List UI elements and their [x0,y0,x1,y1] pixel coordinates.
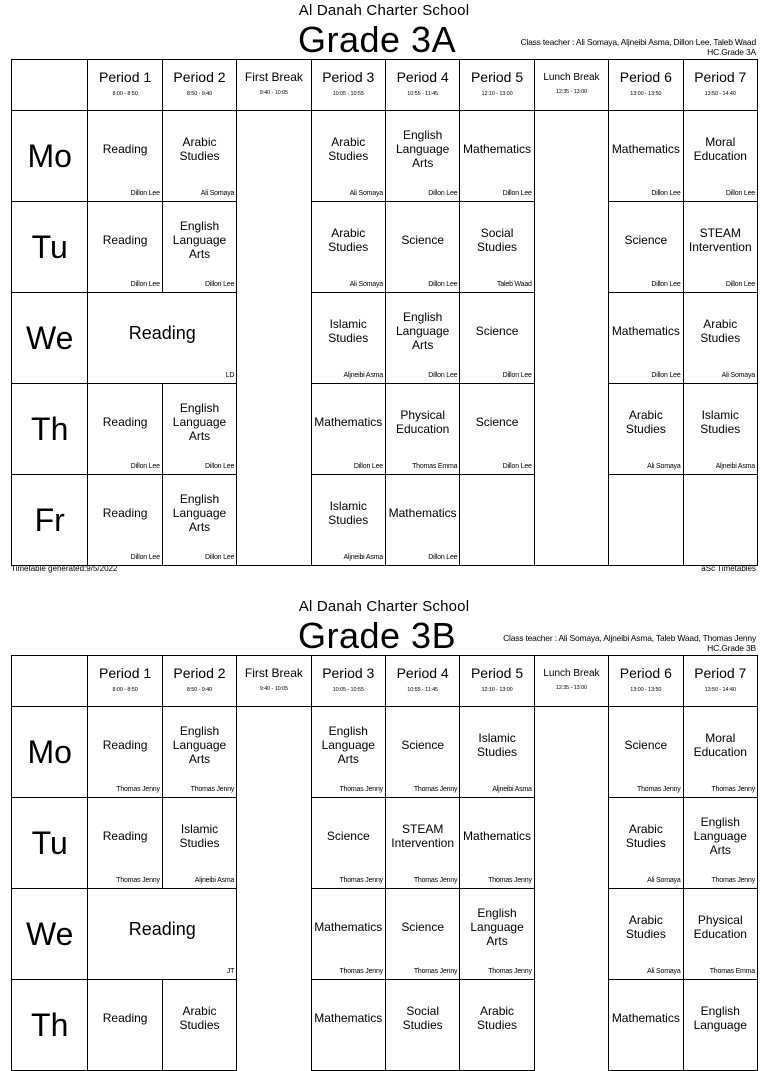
subject-name: Mathematics [314,920,383,934]
teacher-name: Dillon Lee [725,190,755,197]
subject-name: Reading [102,233,148,247]
subject-name: Arabic Studies [328,135,369,163]
period-header [385,60,459,111]
lesson-cell [609,111,683,202]
day-row [12,293,758,384]
lunch-break-cell [534,111,608,202]
day-label: Th [12,384,88,475]
period-header [311,60,385,111]
lesson-cell [460,980,534,1071]
teacher-name: Thomas Jenny [339,786,383,793]
period-time: 8:50 - 9:40 [186,687,213,693]
lunch-break-cell [534,202,608,293]
period-label: Period 3 [322,665,375,681]
lunch-break-cell [534,293,608,384]
period-time: 8:50 - 9:40 [186,91,213,97]
period-header [162,656,236,707]
period-time: 12:35 - 13:00 [555,88,587,95]
period-label: Period 2 [173,665,226,681]
teacher-name: Dillon Lee [353,463,383,470]
teacher-name: Dillon Lee [428,281,458,288]
lesson-cell [385,889,459,980]
teacher-name: Thomas Jenny [488,877,532,884]
period-header [237,60,311,111]
lesson-cell [609,889,683,980]
teacher-name: Thomas Jenny [711,786,755,793]
period-label: Period 6 [619,69,672,85]
class-teacher-line: Class teacher : Ali Somaya, Aljneibi Asma, Dillon Lee, Taleb Waad [520,37,756,47]
lesson-cell [385,384,459,475]
teacher-name: Dillon Lee [205,463,235,470]
period-label: Period 3 [322,69,375,85]
teacher-name: Ali Somaya [647,968,681,975]
lesson-cell [162,980,236,1071]
lesson-cell [385,111,459,202]
lesson-cell [683,293,757,384]
lesson-cell [311,980,385,1071]
timetable-generated: Timetable generated:9/5/2022 [11,564,118,573]
subject-name: Social Studies [477,226,518,254]
lesson-cell [609,293,683,384]
teacher-name: Thomas Emma [412,463,458,470]
lesson-cell [460,202,534,293]
subject-name: STEAM Intervention [391,822,455,850]
subject-name: Arabic Studies [700,317,741,345]
lesson-cell [88,384,162,475]
lesson-cell [385,202,459,293]
teacher-name: Dillon Lee [428,554,458,561]
subject-name: Mathematics [463,142,532,156]
teacher-name: Taleb Waad [497,281,532,288]
period-header [683,656,757,707]
period-time: 13:00 - 13:50 [630,687,662,693]
period-header [88,60,162,111]
first-break-cell [237,707,311,798]
subject-name: Science [624,233,668,247]
class-teacher-info [503,633,756,653]
lesson-cell [683,384,757,475]
period-header [534,60,608,111]
subject-name: English Language Arts [321,724,375,766]
subject-name: English Language Arts [395,310,450,352]
day-label: We [12,889,88,980]
subject-name: Moral Education [693,135,747,163]
day-label: Mo [12,111,88,202]
period-time: 9:40 - 10:05 [259,90,288,96]
teacher-name: LD [225,372,235,379]
lunch-break-cell [534,475,608,566]
subject-name: Arabic Studies [179,1004,220,1032]
class-teacher-line: Class teacher : Ali Somaya, Aljneibi Asma, Taleb Waad, Thomas Jenny [503,633,756,643]
teacher-name: Thomas Jenny [339,877,383,884]
teacher-name: Ali Somaya [721,372,755,379]
lesson-cell [88,475,162,566]
period-header [385,656,459,707]
subject-name: Mathematics [611,324,680,338]
teacher-name: Thomas Emma [709,968,755,975]
subject-name: Mathematics [314,415,383,429]
subject-name: Physical Education [395,408,450,436]
period-time: 13:00 - 13:50 [630,91,662,97]
lunch-break-cell [534,384,608,475]
lunch-break-cell [534,707,608,798]
timetable-grid [11,655,758,1071]
lesson-cell [609,384,683,475]
teacher-name: Thomas Jenny [413,877,458,884]
software-brand: aSc Timetables [701,564,756,573]
period-time: 9:40 - 10:05 [259,686,288,692]
period-label: Period 4 [396,69,449,85]
teacher-name: Dillon Lee [651,372,681,379]
subject-name: Islamic Studies [477,731,518,759]
teacher-name: Dillon Lee [130,463,160,470]
corner-cell [12,60,88,111]
subject-name: Reading [128,323,196,343]
day-row [12,889,758,980]
teacher-name: Dillon Lee [502,190,532,197]
period-label: Lunch Break [543,667,600,679]
period-header [534,656,608,707]
lesson-cell [88,202,162,293]
subject-name: Physical Education [693,913,747,941]
subject-name: Reading [102,506,148,520]
day-row [12,202,758,293]
lesson-cell [683,889,757,980]
lesson-cell [609,707,683,798]
subject-name: Science [326,829,370,843]
timetable-grid [11,59,758,566]
subject-name: Mathematics [611,142,680,156]
period-header-row [12,656,758,707]
first-break-cell [237,384,311,475]
lesson-cell [88,889,237,980]
teacher-name: Thomas Jenny [413,786,458,793]
day-label: Tu [12,202,88,293]
teacher-name: Dillon Lee [130,554,160,561]
lesson-cell [609,798,683,889]
subject-name: English Language Arts [172,724,227,766]
teacher-name: Thomas Jenny [116,786,160,793]
period-header [162,60,236,111]
period-header [460,656,534,707]
period-label: Period 6 [619,665,672,681]
teacher-name: Ali Somaya [349,281,383,288]
subject-name: Reading [102,415,148,429]
day-label: Fr [12,475,88,566]
period-label: Period 4 [396,665,449,681]
lesson-cell [683,111,757,202]
period-label: Period 7 [694,665,747,681]
subject-name: Mathematics [388,506,457,520]
lesson-cell [460,111,534,202]
teacher-name: Dillon Lee [428,190,458,197]
class-code-line: HC.Grade 3A [707,47,756,57]
period-time: 8:00 - 8:50 [112,91,138,97]
teacher-name: Dillon Lee [651,281,681,288]
lesson-cell [460,384,534,475]
lesson-cell [683,980,757,1071]
lesson-cell [88,111,162,202]
lunch-break-cell [534,980,608,1071]
subject-name: Arabic Studies [477,1004,518,1032]
lunch-break-cell [534,798,608,889]
lunch-break-cell [534,889,608,980]
subject-name: Science [401,738,445,752]
period-label: Period 5 [470,69,524,85]
teacher-name: Thomas Jenny [413,968,458,975]
teacher-name: Dillon Lee [205,281,235,288]
subject-name: Arabic Studies [179,135,220,163]
school-name: Al Danah Charter School [298,598,470,615]
lesson-cell [311,111,385,202]
lesson-cell [609,202,683,293]
teacher-name: Aljneibi Asma [194,877,235,884]
teacher-name: Ali Somaya [200,190,235,197]
period-time: 12:10 - 13:00 [481,91,513,97]
subject-name: Islamic Studies [328,317,369,345]
lesson-cell [162,111,236,202]
teacher-name: JT [226,968,235,975]
day-row [12,475,758,566]
lesson-cell [385,475,459,566]
lesson-cell [88,293,237,384]
lesson-cell [162,707,236,798]
period-header [683,60,757,111]
subject-name: Science [475,324,519,338]
day-label: Tu [12,798,88,889]
teacher-name: Dillon Lee [130,281,160,288]
lesson-cell [683,798,757,889]
lesson-cell [609,980,683,1071]
lesson-cell [683,475,757,566]
subject-name: Mathematics [611,1011,680,1025]
class-teacher-info [520,37,756,57]
class-code-line: HC.Grade 3B [707,643,756,653]
lesson-cell [385,980,459,1071]
teacher-name: Aljneibi Asma [715,463,755,470]
day-label: Mo [12,707,88,798]
teacher-name: Dillon Lee [130,190,160,197]
day-row [12,980,758,1071]
lesson-cell [311,384,385,475]
first-break-cell [237,202,311,293]
subject-name: English Language Arts [172,401,227,443]
period-label: First Break [244,70,303,84]
subject-name: Islamic Studies [700,408,741,436]
teacher-name: Aljneibi Asma [343,554,383,561]
lesson-cell [88,798,162,889]
subject-name: Moral Education [693,731,747,759]
day-label: Th [12,980,88,1071]
period-time: 13:50 - 14:40 [704,91,736,97]
teacher-name: Dillon Lee [502,372,532,379]
lesson-cell [460,889,534,980]
lesson-cell [162,202,236,293]
teacher-name: Thomas Jenny [711,877,755,884]
day-row [12,798,758,889]
period-time: 12:35 - 13:00 [555,684,587,691]
teacher-name: Thomas Jenny [339,968,383,975]
teacher-name: Dillon Lee [651,190,681,197]
teacher-name: Ali Somaya [647,463,681,470]
lesson-cell [460,798,534,889]
teacher-name: Aljneibi Asma [492,786,532,793]
subject-name: Arabic Studies [328,226,369,254]
period-header [609,656,683,707]
subject-name: Arabic Studies [625,408,666,436]
day-row [12,707,758,798]
first-break-cell [237,293,311,384]
lesson-cell [311,293,385,384]
lesson-cell [88,980,162,1071]
subject-name: Islamic Studies [328,499,369,527]
period-header [237,656,311,707]
subject-name: English Language Arts [470,906,524,948]
subject-name: Science [401,920,445,934]
lesson-cell [683,202,757,293]
lesson-cell [311,889,385,980]
corner-cell [12,656,88,707]
period-time: 10:55 - 11:45 [407,91,439,97]
subject-name: English Language [693,1004,747,1032]
lesson-cell [162,475,236,566]
teacher-name: Ali Somaya [349,190,383,197]
period-label: Period 1 [99,665,152,681]
grade-title: Grade 3B [298,615,457,656]
subject-name: Reading [128,919,196,939]
period-label: Period 5 [470,665,524,681]
teacher-name: Thomas Jenny [488,968,532,975]
lesson-cell [385,707,459,798]
subject-name: Arabic Studies [625,913,666,941]
first-break-cell [237,889,311,980]
school-name: Al Danah Charter School [298,2,470,19]
teacher-name: Dillon Lee [205,554,235,561]
lesson-cell [385,293,459,384]
lesson-cell [311,798,385,889]
lesson-cell [460,475,534,566]
subject-name: Science [624,738,668,752]
subject-name: English Language Arts [395,128,450,170]
first-break-cell [237,798,311,889]
subject-name: Science [475,415,519,429]
subject-name: Reading [102,738,148,752]
day-label: We [12,293,88,384]
period-time: 10:55 - 11:45 [407,687,439,693]
subject-name: Social Studies [402,1004,443,1032]
lesson-cell [88,707,162,798]
subject-name: Arabic Studies [625,822,666,850]
period-label: Period 1 [99,69,152,85]
period-label: Period 2 [173,69,226,85]
teacher-name: Dillon Lee [428,372,458,379]
lesson-cell [311,707,385,798]
day-row [12,384,758,475]
lesson-cell [460,707,534,798]
period-header-row [12,60,758,111]
lesson-cell [609,475,683,566]
teacher-name: Ali Somaya [647,877,681,884]
lesson-cell [460,293,534,384]
period-header [609,60,683,111]
subject-name: English Language Arts [172,492,227,534]
lesson-cell [162,384,236,475]
subject-name: English Language Arts [172,219,227,261]
teacher-name: Thomas Jenny [116,877,160,884]
lesson-cell [162,798,236,889]
period-time: 10:05 - 10:55 [332,687,364,693]
subject-name: Science [401,233,445,247]
subject-name: English Language Arts [693,815,747,857]
first-break-cell [237,475,311,566]
subject-name: Mathematics [314,1011,383,1025]
teacher-name: Aljneibi Asma [343,372,383,379]
period-time: 10:05 - 10:55 [332,91,364,97]
period-label: First Break [244,666,303,680]
period-header [460,60,534,111]
lesson-cell [311,202,385,293]
period-time: 12:10 - 13:00 [481,687,513,693]
period-header [88,656,162,707]
subject-name: Reading [102,142,148,156]
subject-name: Islamic Studies [179,822,220,850]
subject-name: Mathematics [463,829,532,843]
period-header [311,656,385,707]
first-break-cell [237,111,311,202]
subject-name: Reading [102,829,148,843]
subject-name: Reading [102,1011,148,1025]
period-label: Lunch Break [543,71,600,83]
grade-title: Grade 3A [298,19,457,60]
day-row [12,111,758,202]
subject-name: STEAM Intervention [688,226,752,254]
teacher-name: Dillon Lee [725,281,755,288]
lesson-cell [385,798,459,889]
period-time: 13:50 - 14:40 [704,687,736,693]
lesson-cell [683,707,757,798]
teacher-name: Dillon Lee [502,463,532,470]
teacher-name: Thomas Jenny [637,786,681,793]
teacher-name: Thomas Jenny [190,786,235,793]
first-break-cell [237,980,311,1071]
lesson-cell [311,475,385,566]
period-time: 8:00 - 8:50 [112,687,138,693]
period-label: Period 7 [694,69,747,85]
